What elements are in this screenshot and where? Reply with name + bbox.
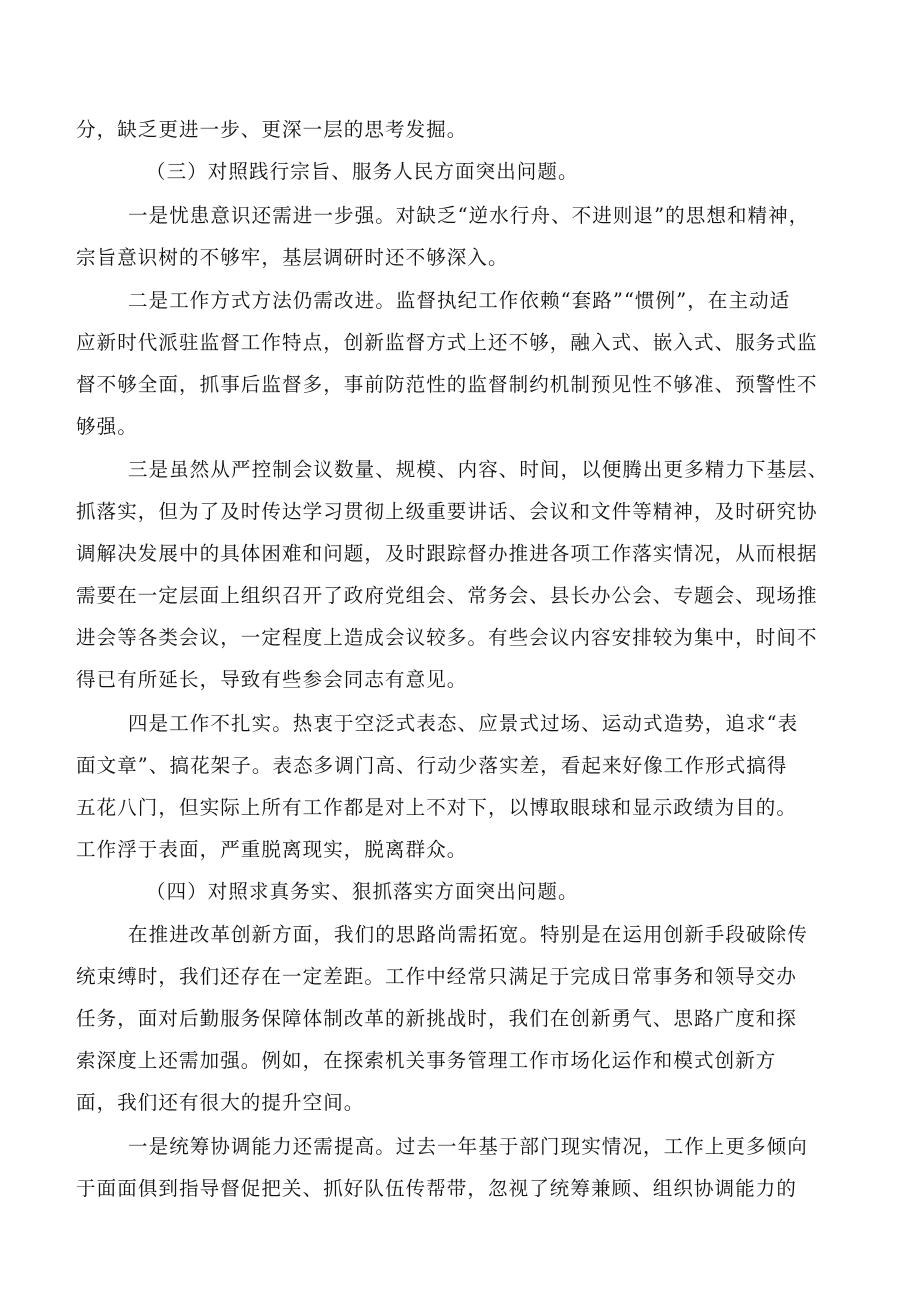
text-line: 一是统筹协调能力还需提高。过去一年基于部门现实情况，工作上更多倾向: [128, 1135, 808, 1158]
text-line: 抓落实，但为了及时传达学习贯彻上级重要讲话、会议和文件等精神，及时研究协: [76, 500, 818, 523]
text-line: 于面面俱到指导督促把关、抓好队伍传帮带，忽视了统筹兼顾、组织协调能力的: [76, 1177, 798, 1200]
text-line: 分，缺乏更进一步、更深一层的思考发掘。: [76, 118, 468, 141]
text-line: 统束缚时，我们还存在一定差距。工作中经常只满足于完成日常事务和领导交办: [76, 965, 798, 988]
text-line: 督不够全面，抓事后监督多，事前防范性的监督制约机制预见性不够准、预警性不: [76, 373, 818, 396]
text-line: 进会等各类会议，一定程度上造成会议较多。有些会议内容安排较为集中，时间不: [76, 626, 818, 649]
text-line: 工作浮于表面，严重脱离现实，脱离群众。: [76, 838, 468, 861]
text-line: 得已有所延长，导致有些参会同志有意见。: [76, 668, 468, 691]
text-line: 二是工作方式方法仍需改进。监督执纪工作依赖“套路”“惯例”，在主动适: [128, 289, 791, 312]
text-line: 在推进改革创新方面，我们的思路尚需拓宽。特别是在运用创新手段破除传: [128, 923, 808, 946]
text-line: 任务，面对后勤服务保障体制改革的新挑战时，我们在创新勇气、思路广度和探: [76, 1007, 798, 1030]
text-line: 宗旨意识树的不够牢，基层调研时还不够深入。: [76, 246, 509, 269]
text-line: 五花八门，但实际上所有工作都是对上不对下，以博取眼球和显示政绩为目的。: [76, 796, 798, 819]
text-line: 索深度上还需加强。例如，在探索机关事务管理工作市场化运作和模式创新方: [76, 1049, 777, 1072]
text-line: 一是忧患意识还需进一步强。对缺乏“逆水行舟、不进则退”的思想和精神，: [128, 204, 810, 227]
text-line: 调解决发展中的具体困难和问题，及时跟踪督办推进各项工作落实情况，从而根据: [76, 542, 818, 565]
text-line: 面，我们还有很大的提升空间。: [76, 1091, 365, 1114]
text-line: 够强。: [76, 415, 138, 438]
section-heading: （四）对照求真务实、狠抓落实方面突出问题。: [146, 880, 579, 903]
text-line: 需要在一定层面上组织召开了政府党组会、常务会、县长办公会、专题会、现场推: [76, 584, 818, 607]
text-line: 三是虽然从严控制会议数量、规模、内容、时间，以便腾出更多精力下基层、: [128, 458, 829, 481]
text-line: 应新时代派驻监督工作特点，创新监督方式上还不够，融入式、嵌入式、服务式监: [76, 331, 818, 354]
section-heading: （三）对照践行宗旨、服务人民方面突出问题。: [146, 160, 579, 183]
text-line: 面文章”、搞花架子。表态多调门高、行动少落实差，看起来好像工作形式搞得: [76, 754, 788, 777]
text-line: 四是工作不扎实。热衷于空泛式表态、应景式过场、运动式造势，追求“表: [128, 712, 799, 735]
